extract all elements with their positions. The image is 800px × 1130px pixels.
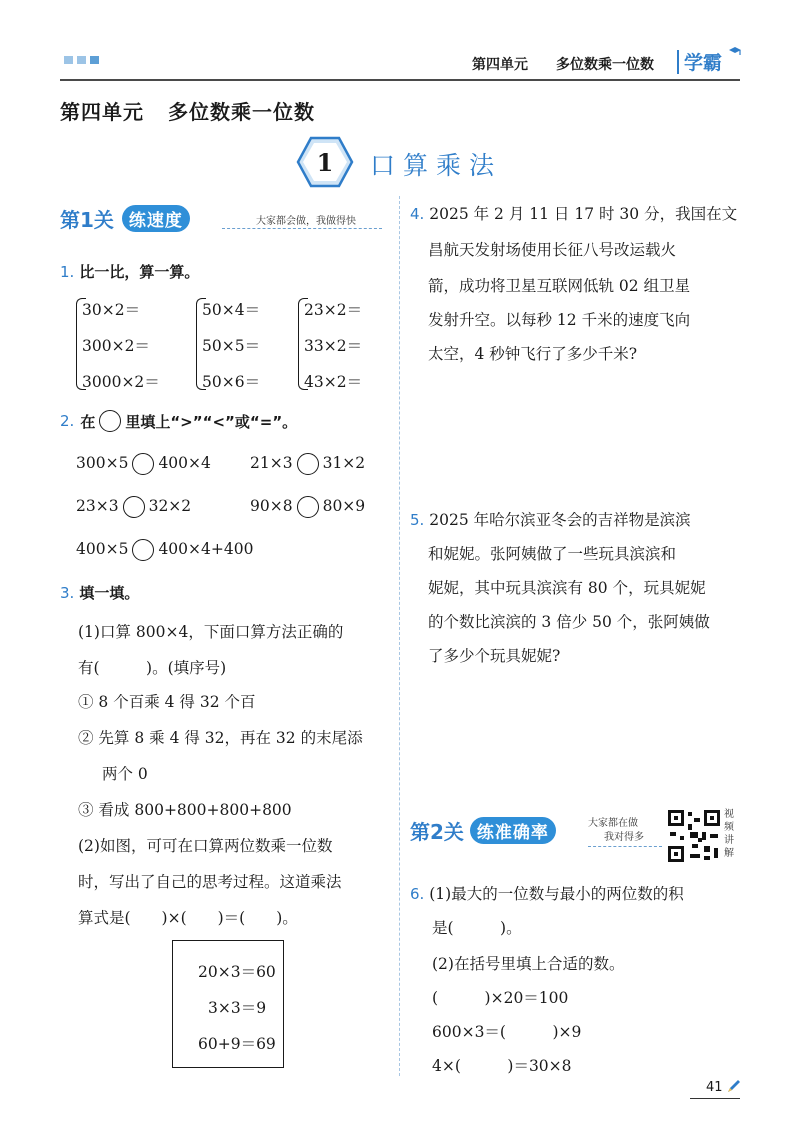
level2-header [410,816,556,845]
q1-text: 比一比，算一算。 [79,263,200,281]
q1-number: 1. [60,263,75,281]
q6-number: 6. [410,885,425,903]
q1-c2-r2: 50×5＝ [202,337,261,355]
q1-title [60,261,199,282]
graduation-cap-icon [728,46,742,58]
q2-item-3 [76,496,191,518]
q3-p2-line1: (2)如图，可可在口算两位数乘一位数 [78,837,333,855]
q2-item-3-right: 32×2 [148,497,192,515]
q2-item-2 [250,453,365,475]
header-divider [677,50,679,74]
level1-badge: 练速度 [122,205,190,232]
q2-item-4-left: 90×8 [250,497,293,515]
q4-text-1: 2025 年 2 月 11 日 17 时 30 分，我国在文 [429,205,738,223]
pencil-icon [726,1078,742,1094]
q4-line4: 发射升空。以每秒 12 千米的速度飞向 [428,311,691,329]
lesson-title: 口算乘法 [370,151,503,180]
level2-slogan-2: 我对得多 [604,832,644,843]
q4-line5: 太空，4 秒钟飞行了多少千米? [428,345,638,363]
q2-item-4-blank[interactable] [297,496,319,518]
q4-line2: 昌航天发射场使用长征八号改运载火 [428,241,677,259]
q5-line1 [410,508,691,530]
q1-c2-r1: 50×4＝ [202,301,261,319]
unit-title-unit: 第四单元 [60,100,144,124]
level2-rule [588,846,662,847]
q3-option-2-line1: ② 先算 8 乘 4 得 32，再在 32 的末尾添 [78,729,363,747]
q2-item-4 [250,496,365,518]
level2-badge: 练准确率 [470,817,556,844]
q4-number: 4. [410,205,425,223]
circle-blank-icon [99,410,121,432]
q6-eq-3: 4×( )＝30×8 [432,1057,572,1075]
q4-line3: 箭，成功将卫星互联网低轨 02 组卫星 [428,277,691,295]
level2-slogan-1: 大家都在做 [588,818,638,829]
q6-p2: (2)在括号里填上合适的数。 [432,955,625,973]
qr-code-icon[interactable] [666,808,722,864]
q2-number: 2. [60,412,75,430]
q6-eq-2: 600×3＝( )×9 [432,1023,582,1041]
q5-line2: 和妮妮。张阿姨做了一些玩具滨滨和 [428,545,677,563]
level1-header [60,204,190,233]
q5-line4: 的个数比滨滨的 3 倍少 50 个，张阿姨做 [428,613,710,631]
header-subject: 多位数乘一位数 [556,57,654,73]
q2-item-5-right: 400×4+400 [158,540,254,558]
q6-p1-text: (1)最大的一位数与最小的两位数的积 [429,885,684,903]
q3-box-line2: 3×3＝9 [208,999,267,1017]
q3-text: 填一填。 [79,584,140,602]
header-decoration [64,56,99,64]
q5-line3: 妮妮，其中玩具滨滨有 80 个，玩具妮妮 [428,579,706,597]
q1-c1-r2: 300×2＝ [82,337,150,355]
q2-text-a: 在 [80,412,96,431]
q2-item-5 [76,539,253,561]
q2-item-1-left: 300×5 [76,454,129,472]
q2-item-1 [76,453,211,475]
q3-option-1: ① 8 个百乘 4 得 32 个百 [78,693,256,711]
q6-p1-line2: 是( )。 [432,919,522,937]
q2-item-2-blank[interactable] [297,453,319,475]
q5-line5: 了多少个玩具妮妮? [428,647,561,665]
page-number-rule [690,1098,740,1099]
header-brand: 学霸 [684,52,723,74]
q3-p2-line2: 时，写出了自己的思考过程。这道乘法 [78,873,342,891]
q2-title [60,410,297,432]
q1-c1-r1: 30×2＝ [82,301,141,319]
q3-p1-line2: 有( )。(填序号) [78,659,227,677]
unit-title-subject: 多位数乘一位数 [168,100,315,124]
level1-slogan: 大家都会做，我做得快 [256,216,356,227]
header-rule [60,79,740,81]
q6-p1-line1 [410,882,684,904]
q3-option-3: ③ 看成 800+800+800+800 [78,801,292,819]
q5-text-1: 2025 年哈尔滨亚冬会的吉祥物是滨滨 [429,511,691,529]
qr-video-note: 视频讲解 [724,809,734,859]
column-divider [399,196,400,1076]
lesson-number-badge [296,136,354,188]
q4-line1 [410,202,737,224]
unit-title [60,96,315,125]
q1-c2-r3: 50×6＝ [202,373,261,391]
q2-item-3-blank[interactable] [123,496,145,518]
q1-c3-r3: 43×2＝ [304,373,363,391]
q1-c3-r2: 33×2＝ [304,337,363,355]
q2-item-1-blank[interactable] [132,453,154,475]
q3-p1-line1: (1)口算 800×4，下面口算方法正确的 [78,623,344,641]
q2-item-4-right: 80×9 [322,497,366,515]
q2-item-3-left: 23×3 [76,497,119,515]
q3-p2-line3: 算式是( )×( )＝( )。 [78,909,298,927]
page-number: 41 [706,1080,723,1095]
header-unit: 第四单元 [472,57,528,73]
q2-text-b: 里填上“>”“<”或“=”。 [125,412,298,431]
q2-item-2-left: 21×3 [250,454,293,472]
q3-box-line3: 60+9＝69 [198,1035,276,1053]
q3-box-line1: 20×3＝60 [198,963,276,981]
level1-label: 第1关 [60,208,114,232]
q2-item-1-right: 400×4 [158,454,211,472]
q2-item-5-left: 400×5 [76,540,129,558]
q3-option-2-line2: 两个 0 [102,765,148,783]
q1-c3-r1: 23×2＝ [304,301,363,319]
level1-rule [222,228,382,229]
q3-title [60,582,139,603]
q1-c1-r3: 3000×2＝ [82,373,160,391]
q6-eq-1: ( )×20＝100 [432,989,569,1007]
q2-item-2-right: 31×2 [322,454,366,472]
q2-item-5-blank[interactable] [132,539,154,561]
level2-label: 第2关 [410,820,464,844]
q5-number: 5. [410,511,425,529]
q3-number: 3. [60,584,75,602]
lesson-number: 1 [316,148,334,177]
